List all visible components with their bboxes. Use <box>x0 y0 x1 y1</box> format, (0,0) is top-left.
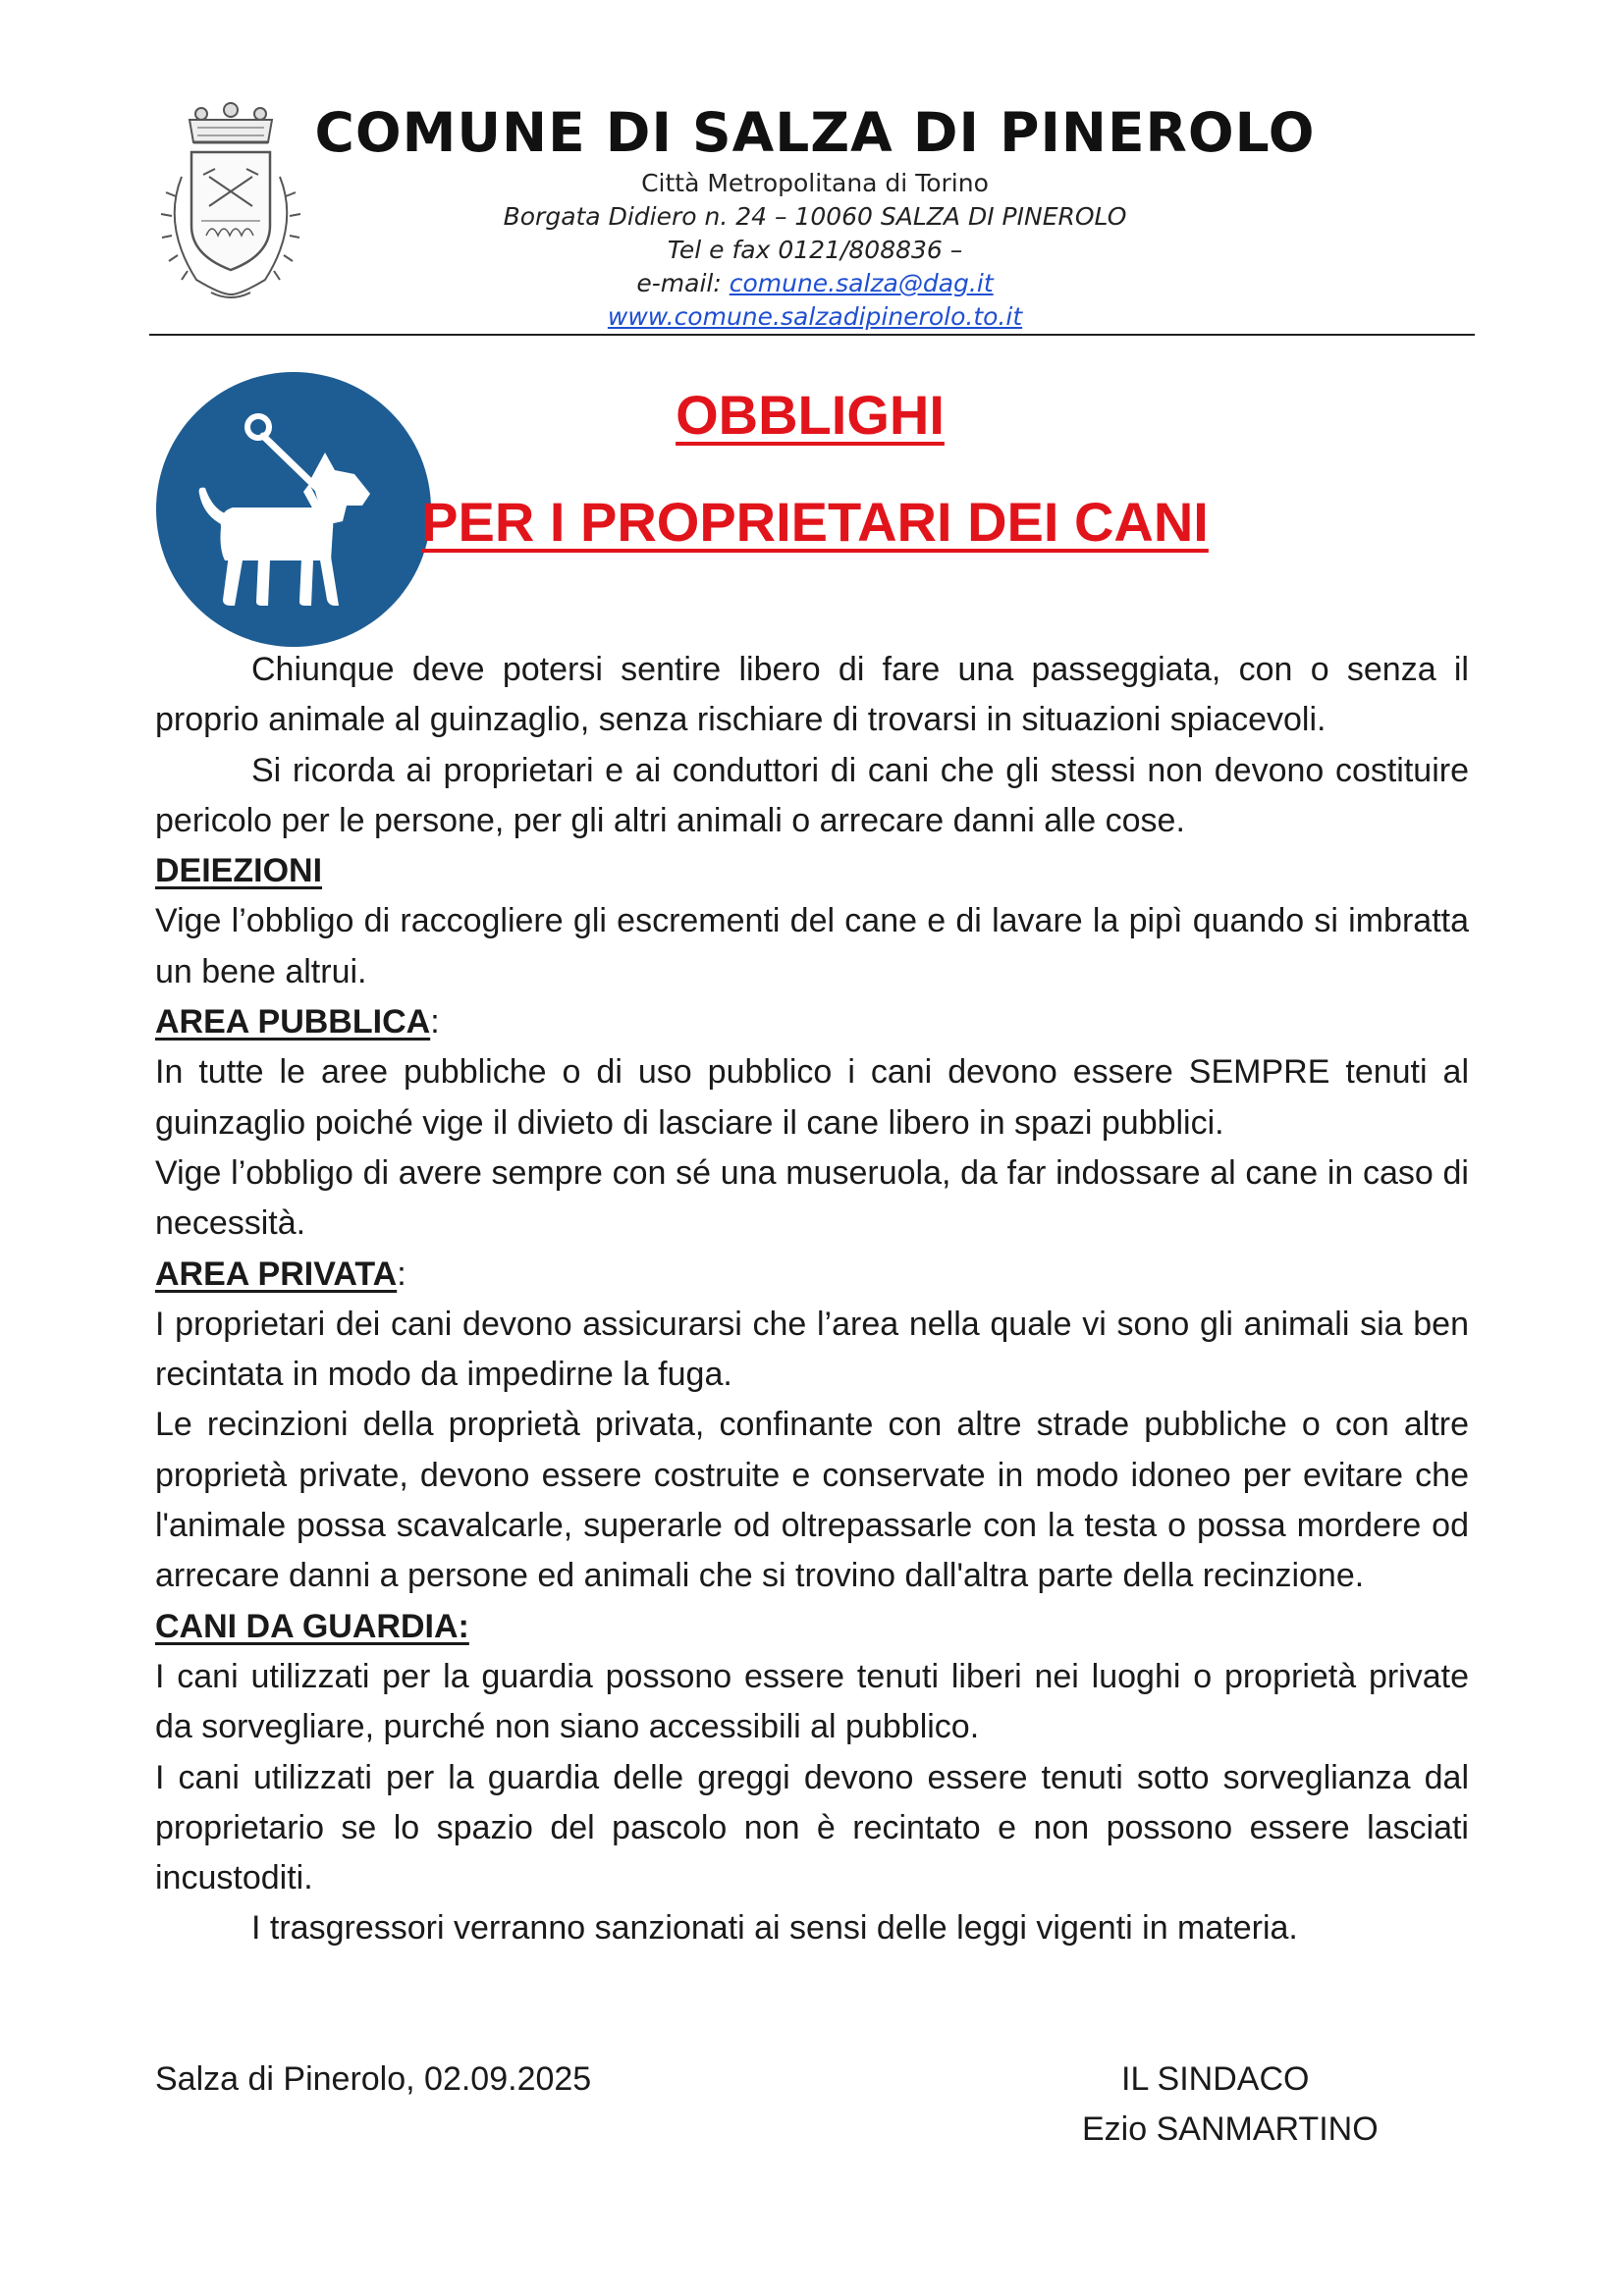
cani-guardia-paragraph-2: I cani utilizzati per la guardia delle greggi devono essere tenuti sotto sorveglianza dal proprietario se lo spazio del pascolo non è recintato e non possono essere lasciati incustoditi. <box>155 1758 1469 1897</box>
section-title-suffix: : <box>397 1255 406 1293</box>
section-heading-area-pubblica <box>155 997 1469 1047</box>
header-line-website <box>295 300 1335 334</box>
area-privata-paragraph-2: Le recinzioni della proprietà privata, confinante con altre strade pubbliche o con altre proprietà private, devono essere costruite e conservate in modo idoneo per evitare che l'animale possa scavalcarle, superarle od oltrepassarle con la testa o possa mordere od arrecare danni a persone ed animali che si trovino dall'altra parte della recinzione. <box>155 1406 1469 1595</box>
intro-paragraph-1: Chiunque deve potersi sentire libero di fare una passeggiata, con o senza il proprio animale al guinzaglio, senza rischiare di trovarsi in situazioni spiacevoli. <box>155 651 1469 739</box>
header-line-email <box>295 267 1335 300</box>
deiezioni-paragraph-1: Vige l’obbligo di raccogliere gli escrementi del cane e di lavare la pipì quando si imbratta un bene altrui. <box>155 902 1469 990</box>
section-heading-area-privata <box>155 1250 1469 1300</box>
area-privata-paragraph-1: I proprietari dei cani devono assicurarsi che l’area nella quale vi sono gli animali sia ben recintata in modo da impedirne la fuga. <box>155 1305 1469 1394</box>
dog-on-leash-sign-icon <box>152 368 435 651</box>
notice-body <box>155 645 1469 1954</box>
section-title: CANI DA GUARDIA: <box>155 1607 469 1645</box>
notice-heading: OBBLIGHI <box>676 384 945 446</box>
email-link[interactable]: comune.salza@dag.it <box>729 269 994 297</box>
email-prefix: e-mail: <box>636 269 730 297</box>
municipality-title: COMUNE DI SALZA DI PINEROLO <box>314 101 1316 164</box>
place-and-date: Salza di Pinerolo, 02.09.2025 <box>155 2060 592 2098</box>
website-link[interactable]: www.comune.salzadipinerolo.to.it <box>607 302 1023 331</box>
signature-block <box>1082 2055 1379 2155</box>
section-title: DEIEZIONI <box>155 852 323 890</box>
area-pubblica-paragraph-1: In tutte le aree pubbliche o di uso pubblico i cani devono essere SEMPRE tenuti al guinzaglio poiché vige il divieto di lasciare il cane libero in spazi pubblici. <box>155 1053 1469 1142</box>
closing-paragraph: I trasgressori verranno sanzionati ai sensi delle leggi vigenti in materia. <box>251 1909 1298 1948</box>
municipal-crest-icon <box>152 98 309 309</box>
intro-paragraph-2: Si ricorda ai proprietari e ai conduttori di cani che gli stessi non devono costituire pericolo per le persone, per gli altri animali o arrecare danni alle cose. <box>155 751 1469 839</box>
signatory-role: IL SINDACO <box>1121 2060 1310 2098</box>
municipality-header <box>295 98 1335 334</box>
section-title: AREA PUBBLICA <box>155 1003 431 1041</box>
header-line-phone: Tel e fax 0121/808836 – <box>667 236 963 264</box>
area-pubblica-paragraph-2: Vige l’obbligo di avere sempre con sé una museruola, da far indossare al cane in caso di necessità. <box>155 1153 1469 1243</box>
header-divider <box>149 334 1475 336</box>
header-line-address: Borgata Didiero n. 24 – 10060 SALZA DI PINEROLO <box>503 202 1127 231</box>
header-line-region: Città Metropolitana di Torino <box>641 169 989 197</box>
section-heading-deiezioni <box>155 846 1469 896</box>
cani-guardia-paragraph-1: I cani utilizzati per la guardia possono essere tenuti liberi nei luoghi o proprietà private da sorvegliare, purché non siano accessibili al pubblico. <box>155 1657 1469 1746</box>
signatory-name: Ezio SANMARTINO <box>1082 2110 1379 2148</box>
section-heading-cani-guardia <box>155 1602 1469 1652</box>
section-title-suffix: : <box>430 1003 440 1041</box>
notice-subheading: PER I PROPRIETARI DEI CANI <box>421 491 1209 553</box>
section-title: AREA PRIVATA <box>155 1255 398 1293</box>
